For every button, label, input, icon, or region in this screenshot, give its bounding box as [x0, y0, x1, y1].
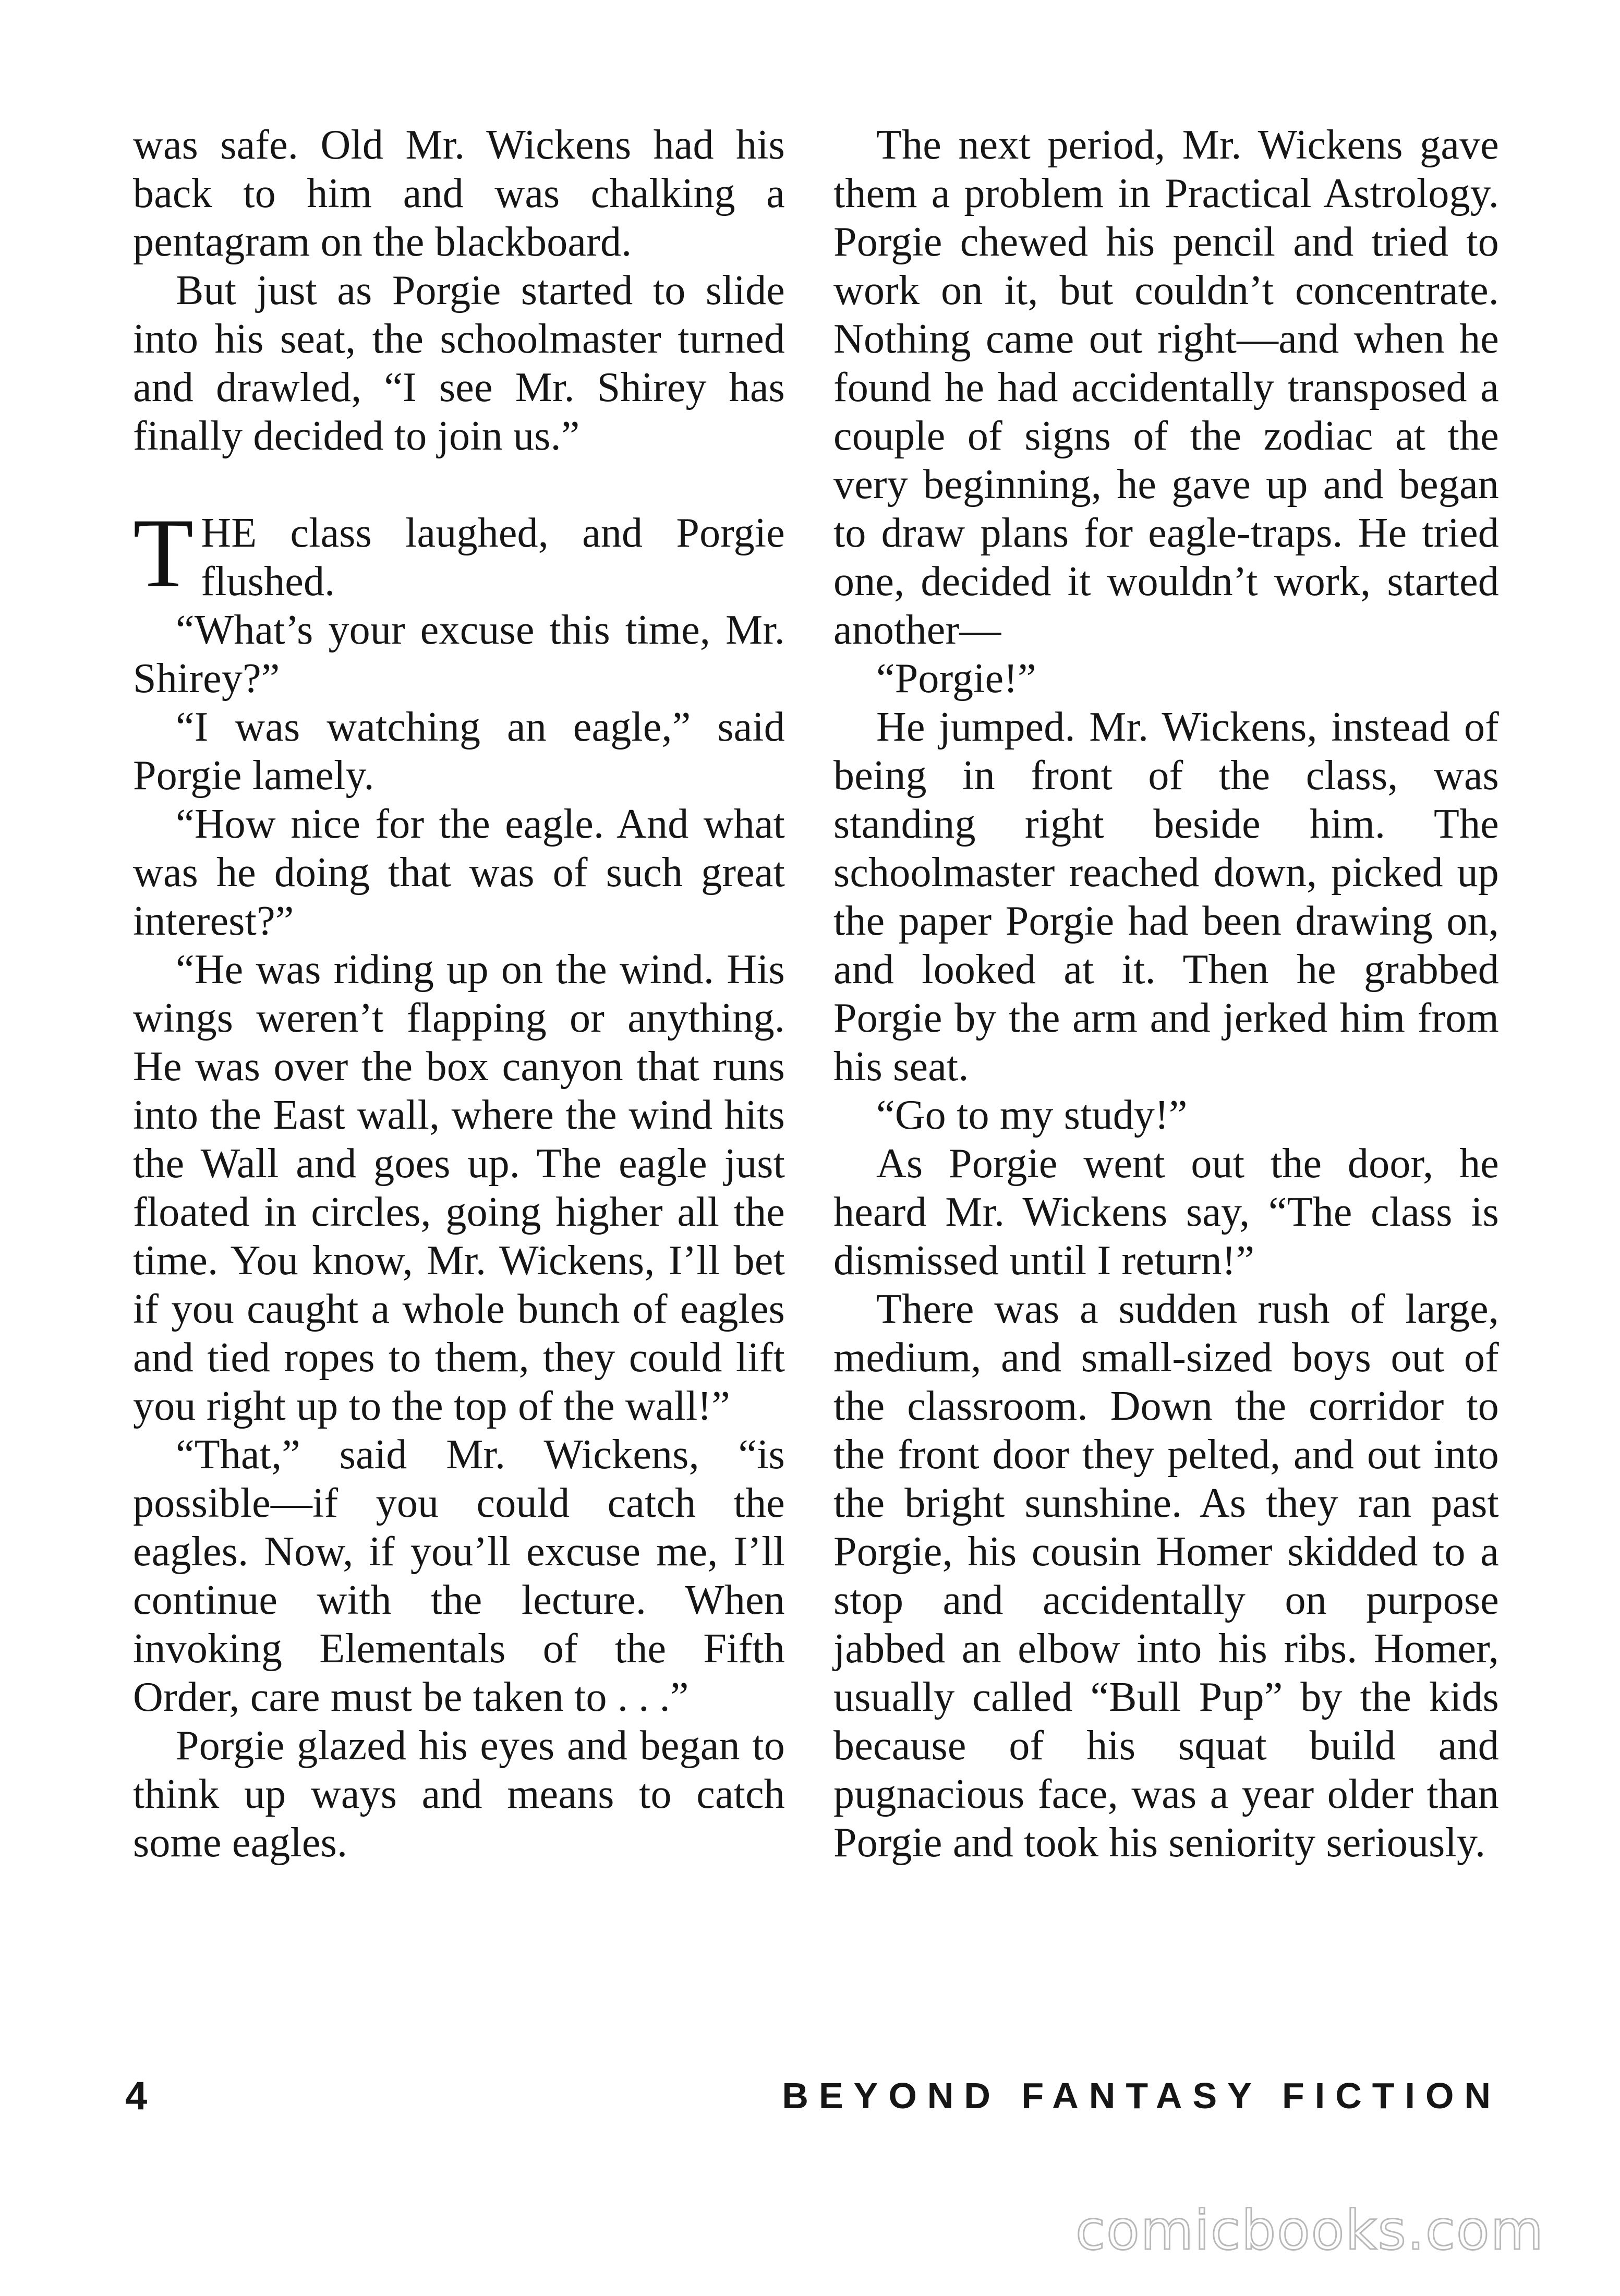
paragraph: “Porgie!”: [876, 656, 1036, 702]
paragraph: The next period, Mr. Wickens gave them a problem in Practical Astrology. Porgie chewed his pencil and tried to work on it, but couldn’t concentrate. Nothing came out right—and when he found he had accidentally transposed a couple of signs of the zodiac at the very beginning, he gave up and began to draw plans for eagle-traps. He tried one, decided it wouldn’t work, started another—: [833, 122, 1499, 653]
running-footer-title: BEYOND FANTASY FICTION: [782, 2075, 1501, 2116]
page-number: 4: [125, 2074, 148, 2118]
paragraph: “I was watching an eagle,” said Porgie lamely.: [133, 704, 785, 799]
right-column: [833, 121, 1499, 1867]
left-column: [133, 121, 785, 1867]
paragraph: “What’s your excuse this time, Mr. Shirey?”: [133, 607, 785, 702]
paragraph: But just as Porgie started to slide into his seat, the schoolmaster turned and drawled, “I see Mr. Shirey has finally decided to join us.”: [133, 268, 785, 459]
paragraph: was safe. Old Mr. Wickens had his back to him and was chalking a pentagram on the blackboard.: [133, 122, 785, 265]
paragraph: Porgie glazed his eyes and began to think up ways and means to catch some eagles.: [133, 1723, 785, 1866]
paragraph: As Porgie went out the door, he heard Mr. Wickens say, “The class is dismissed until I return!”: [833, 1141, 1499, 1284]
paragraph: “How nice for the eagle. And what was he doing that was of such great interest?”: [133, 801, 785, 944]
paragraph: “Go to my study!”: [876, 1092, 1188, 1138]
section-start-paragraph: [133, 499, 785, 608]
drop-cap: T: [133, 499, 194, 608]
paragraph: There was a sudden rush of large, medium, and small-sized boys out of the classroom. Down the corridor to the front door they pelted, and out into the bright sunshine. As they ran past Porgie, his cousin Homer skidded to a stop and accidentally on purpose jabbed an elbow into his ribs. Homer, usually called “Bull Pup” by the kids because of his squat build and pugnacious face, was a year older than Porgie and took his seniority seriously.: [833, 1286, 1499, 1866]
paragraph-text: HE class laughed, and Porgie flushed.: [201, 510, 785, 605]
paragraph: “He was riding up on the wind. His wings weren’t flapping or anything. He was over the box canyon that runs into the East wall, where the wind hits the Wall and goes up. The eagle just floated in circles, going higher all the time. You know, Mr. Wickens, I’ll bet if you caught a whole bunch of eagles and tied ropes to them, they could lift you right up to the top of the wall!”: [133, 947, 785, 1429]
watermark: comicbooks.com: [1075, 2198, 1544, 2262]
paragraph: He jumped. Mr. Wickens, instead of being in front of the class, was standing right beside him. The schoolmaster reached down, picked up the paper Porgie had been drawing on, and looked at it. Then he grabbed Porgie by the arm and jerked him from his seat.: [833, 704, 1499, 1090]
paragraph: “That,” said Mr. Wickens, “is possible—if you could catch the eagles. Now, if you’ll excuse me, I’ll continue with the lecture. When invoking Elementals of the Fifth Order, care must be taken to . . .”: [133, 1432, 785, 1720]
